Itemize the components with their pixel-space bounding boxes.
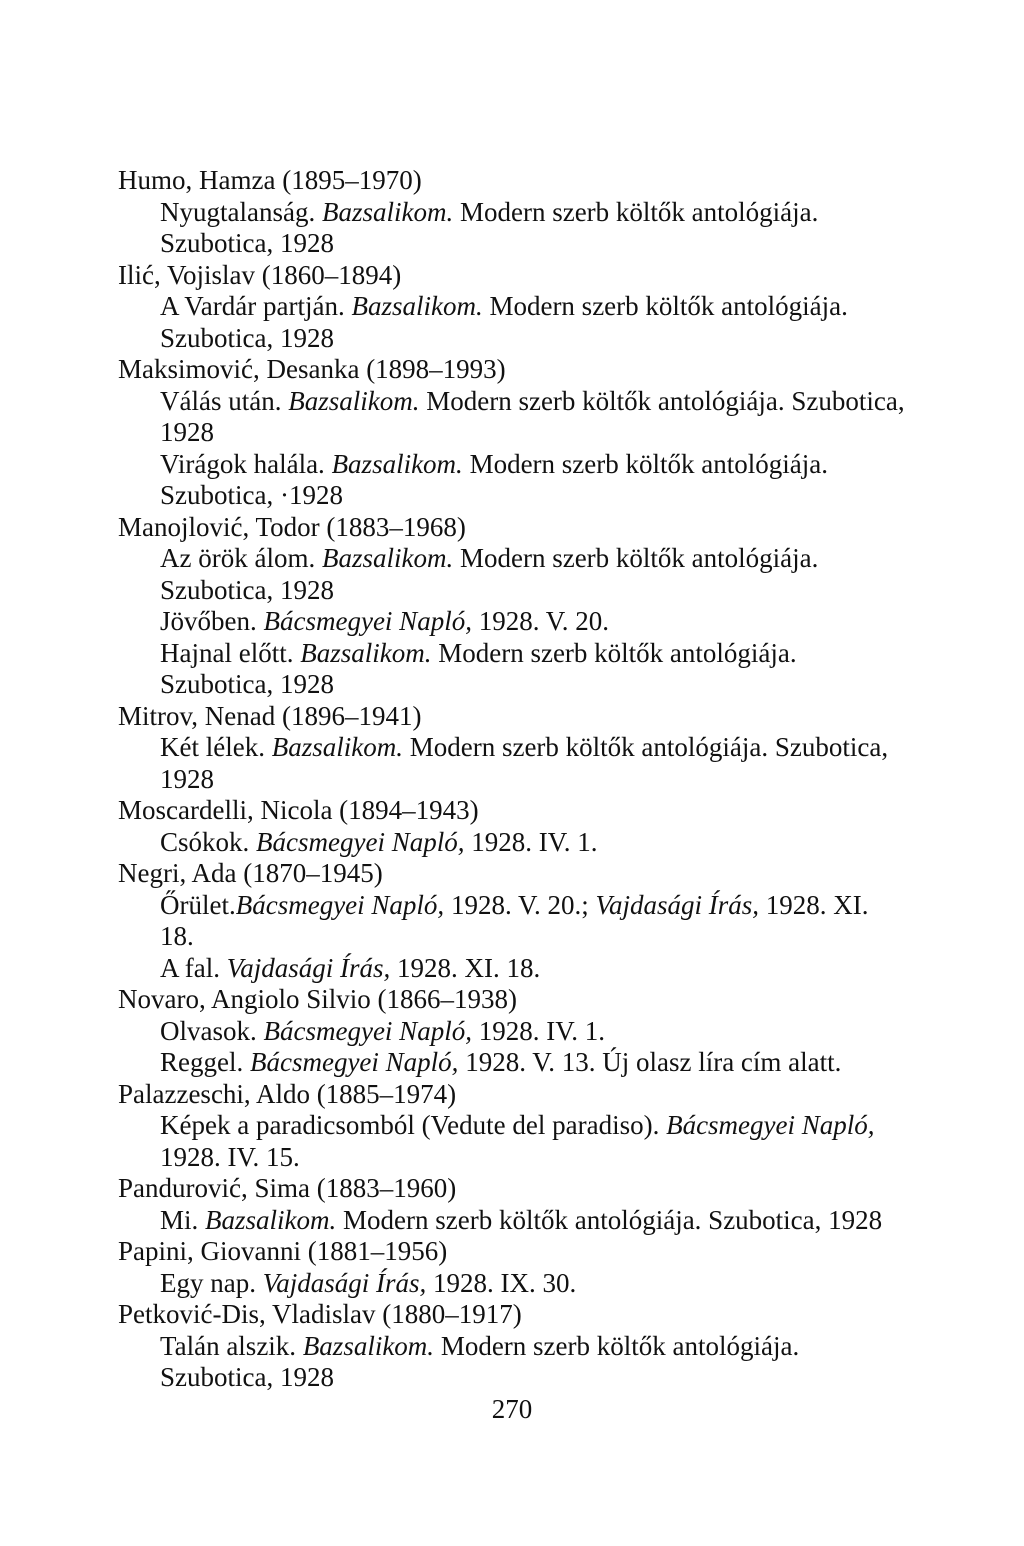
- work-details: 1928. IV. 1.: [471, 826, 598, 857]
- author-name: Petković-Dis, Vladislav (1880–1917): [118, 1299, 522, 1329]
- work-title: Az örök álom.: [160, 543, 316, 573]
- work-details: Modern szerb költők antológiája. Szubotica, 1928: [160, 543, 819, 605]
- work-title: Olvasok.: [160, 1015, 257, 1046]
- work-entry: [160, 1047, 908, 1079]
- work-details: Modern szerb költők antológiája. Szubotica, 1928: [160, 291, 848, 353]
- work-source: Bácsmegyei Napló,: [249, 1047, 459, 1077]
- work-title: Jövőben.: [160, 606, 257, 636]
- work-entry: [160, 1331, 908, 1394]
- author-name: Ilić, Vojislav (1860–1894): [118, 259, 402, 290]
- work-title: Mi.: [160, 1204, 199, 1235]
- work-title: Talán alszik.: [160, 1330, 297, 1361]
- work-source: Bazsalikom.: [205, 1204, 337, 1235]
- work-title: Egy nap.: [160, 1267, 256, 1298]
- work-source: Bácsmegyei Napló,: [263, 606, 472, 636]
- author-name: Pandurović, Sima (1883–1960): [118, 1173, 457, 1203]
- work-source: Bazsalikom.: [300, 637, 432, 668]
- work-entry: [160, 1268, 908, 1300]
- work-entry: [160, 953, 908, 985]
- work-title: Két lélek.: [160, 732, 265, 762]
- work-title: Nyugtalanság.: [160, 196, 316, 227]
- entry-maksimovic: [118, 354, 908, 512]
- entry-petkovic-dis: [118, 1299, 908, 1394]
- work-entry: [160, 638, 908, 701]
- work-title: Virágok halála.: [160, 448, 325, 479]
- work-source: Bácsmegyei Napló,: [263, 1015, 472, 1046]
- work-title: Csókok.: [160, 826, 250, 857]
- work-source: Bazsalikom.: [351, 291, 483, 321]
- work-entry: [160, 732, 908, 795]
- author-name: Papini, Giovanni (1881–1956): [118, 1236, 448, 1266]
- entry-ilic: [118, 260, 908, 355]
- work-source: Bazsalikom.: [321, 196, 454, 227]
- work-entry: [160, 1016, 908, 1048]
- work-title: Képek a paradicsomból (Vedute del paradiso).: [160, 1110, 660, 1140]
- work-details: 1928. XI. 18.: [397, 952, 541, 983]
- work-source: Bácsmegyei Napló,: [666, 1110, 875, 1140]
- work-source: Bazsalikom.: [331, 448, 463, 479]
- work-title: Hajnal előtt.: [160, 637, 294, 668]
- entry-pandurovic: [118, 1173, 908, 1236]
- work-details: Modern szerb költők antológiája. Szubotica, 1928: [343, 1204, 883, 1235]
- entry-moscardelli: [118, 795, 908, 858]
- work-entry: [160, 890, 908, 953]
- author-name: Maksimović, Desanka (1898–1993): [118, 354, 506, 384]
- work-details: Modern szerb költők antológiája. Szubotica, 1928: [160, 1330, 800, 1392]
- author-name: Novaro, Angiolo Silvio (1866–1938): [118, 984, 517, 1014]
- bibliography-page: [118, 165, 908, 1394]
- page-number: 270: [491, 1394, 533, 1424]
- entry-humo: [118, 165, 908, 260]
- work-source: Vajdasági Írás,: [226, 952, 391, 983]
- entry-manojlovic: [118, 512, 908, 701]
- work-source: Bazsalikom.: [321, 543, 454, 573]
- work-source: Bácsmegyei Napló,: [235, 889, 445, 920]
- work-details: Modern szerb költők antológiája. Szubotica, 1928: [160, 196, 819, 258]
- entry-mitrov: [118, 701, 908, 796]
- work-title: A Vardár partján.: [160, 291, 345, 321]
- author-name: Negri, Ada (1870–1945): [118, 858, 383, 888]
- work-source: Bazsalikom.: [302, 1330, 435, 1361]
- work-source: Bácsmegyei Napló,: [256, 826, 465, 857]
- author-name: Palazzeschi, Aldo (1885–1974): [118, 1078, 457, 1109]
- work-details: Modern szerb költők antológiája. Szubotica, ·1928: [160, 448, 828, 510]
- work-source: Bazsalikom.: [288, 385, 420, 416]
- work-source: Vajdasági Írás,: [262, 1267, 427, 1298]
- work-details: 1928. V. 20.;: [450, 889, 589, 920]
- work-details: 1928. IV. 15.: [160, 1141, 300, 1172]
- work-details: Modern szerb költők antológiája. Szubotica, 1928: [160, 385, 905, 447]
- work-entry: [160, 197, 908, 260]
- work-source: Bazsalikom.: [271, 732, 403, 762]
- work-details-secondary: 1928. XI. 18.: [160, 889, 869, 951]
- work-source-secondary: Vajdasági Írás,: [595, 889, 760, 920]
- entry-negri: [118, 858, 908, 984]
- author-name: Mitrov, Nenad (1896–1941): [118, 700, 422, 731]
- work-details: 1928. IV. 1.: [478, 1015, 605, 1046]
- work-entry: [160, 1205, 908, 1237]
- work-details: Modern szerb költők antológiája. Szubotica, 1928: [160, 732, 889, 794]
- work-details: 1928. IX. 30.: [433, 1267, 577, 1298]
- entry-novaro: [118, 984, 908, 1079]
- entry-palazzeschi: [118, 1079, 908, 1174]
- work-entry: [160, 543, 908, 606]
- work-title: Őrület.: [160, 889, 236, 920]
- work-entry: [160, 606, 908, 638]
- work-details: 1928. V. 20.: [478, 606, 609, 636]
- work-entry: [160, 827, 908, 859]
- work-title: A fal.: [160, 952, 220, 983]
- work-details: Modern szerb költők antológiája. Szubotica, 1928: [160, 637, 797, 699]
- work-entry: [160, 449, 908, 512]
- work-title: Válás után.: [160, 385, 282, 416]
- author-name: Humo, Hamza (1895–1970): [118, 165, 422, 195]
- work-entry: [160, 291, 908, 354]
- work-entry: [160, 1110, 908, 1173]
- entry-papini: [118, 1236, 908, 1299]
- work-details: 1928. V. 13. Új olasz líra cím alatt.: [465, 1047, 842, 1077]
- author-name: Moscardelli, Nicola (1894–1943): [118, 795, 479, 825]
- author-name: Manojlović, Todor (1883–1968): [118, 511, 466, 542]
- work-title: Reggel.: [160, 1047, 244, 1077]
- work-entry: [160, 386, 908, 449]
